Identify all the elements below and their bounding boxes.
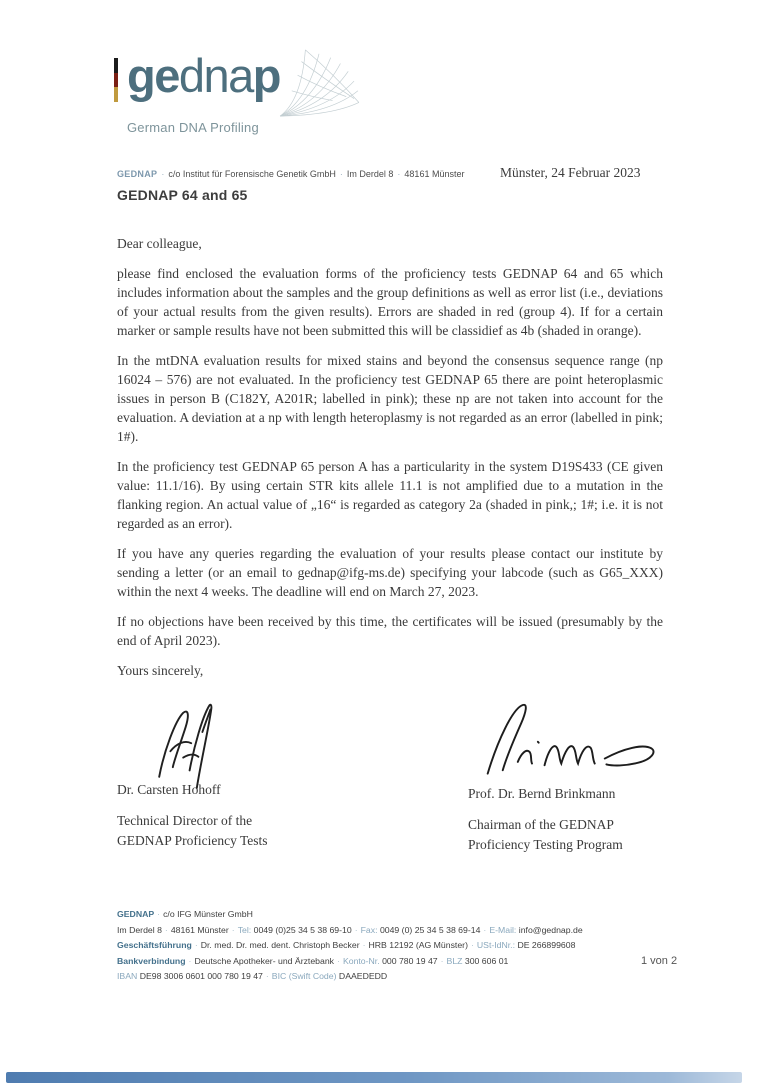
- signature-block-hohoff: [117, 700, 397, 851]
- signature-block-brinkmann: [468, 700, 748, 855]
- logo-subtitle: German DNA Profiling: [127, 120, 259, 135]
- logo-part-dna: dna: [178, 49, 253, 102]
- signer-title-line1: Chairman of the GEDNAP: [468, 817, 614, 832]
- bottom-accent-bar: [6, 1072, 742, 1083]
- paragraph-1: please find enclosed the evaluation forms of the proficiency tests GEDNAP 64 and 65 which includes information about the samples and the group definitions as well as error list (i.e., deviations of your actual results from the given results). Errors are shaded in red (group 4). If for a certain marker or sample results have not been submitted this will be classidief as 4b (shaded in orange).: [117, 266, 663, 338]
- logo-part-ge: ge: [127, 49, 179, 102]
- footer-line-2: Im Derdel 8 · 48161 Münster · Tel: 0049 (0)25 34 5 38 69-10 · Fax: 0049 (0) 25 34 5 38 69-14 · E-Mail: info@gednap.de: [117, 924, 583, 935]
- paragraph-5: If no objections have been received by this time, the certificates will be issued (presumably by the end of April 2023).: [117, 614, 663, 648]
- letter-body: [117, 234, 663, 691]
- date-line: Münster, 24 Februar 2023: [500, 165, 641, 180]
- signer-name: Dr. Carsten Hohoff: [117, 782, 221, 797]
- footer-line-5: IBAN DE98 3006 0601 000 780 19 47 · BIC (Swift Code) DAAEDEDD: [117, 971, 388, 982]
- letter-footer: [117, 907, 677, 985]
- sender-reference-line: GEDNAP · c/o Institut für Forensische Genetik GmbH · Im Derdel 8 · 48161 Münster: [117, 169, 465, 179]
- paragraph-2: In the mtDNA evaluation results for mixed stains and beyond the consensus sequence range (np 16024 – 576) are not evaluated. In the proficiency test GEDNAP 65 there are point heteroplasmic issues in person B (C182Y, A201R; labelled in pink); these np are not taken into account for the evaluation. A deviation at a np with length heteroplasmy is not regarded as an error (labelled in pink; 1#).: [117, 353, 663, 444]
- footer-line-3: Geschäftsführung · Dr. med. Dr. med. dent. Christoph Becker · HRB 12192 (AG Münster) · USt-IdNr.: DE 266899608: [117, 940, 576, 951]
- logo-fan-mesh-icon: [276, 46, 362, 120]
- page-number: 1 von 2: [641, 955, 678, 967]
- gednap-logo: [114, 50, 362, 135]
- signer-title-line2: Proficiency Testing Program: [468, 837, 623, 852]
- brinkmann-signature-icon: [468, 700, 683, 792]
- salutation: Dear colleague,: [117, 236, 202, 251]
- logo-wordmark: [127, 50, 280, 102]
- paragraph-4: If you have any queries regarding the evaluation of your results please contact our institute by sending a letter (or an email to gednap@ifg-ms.de) specifying your labcode (such as G65_XXX) within the next 4 weeks. The deadline will end on March 27, 2023.: [117, 546, 663, 599]
- footer-line-1: GEDNAP · c/o IFG Münster GmbH: [117, 909, 253, 919]
- footer-line-4: Bankverbindung · Deutsche Apotheker- und Ärztebank · Konto-Nr. 000 780 19 47 · BLZ 300 606 01: [117, 955, 509, 966]
- closing-line: Yours sincerely,: [117, 663, 204, 678]
- signer-title-line2: GEDNAP Proficiency Tests: [117, 833, 268, 848]
- signer-name: Prof. Dr. Bernd Brinkmann: [468, 786, 616, 801]
- german-flag-bar-icon: [114, 58, 118, 102]
- sender-brand: GEDNAP: [117, 169, 158, 179]
- logo-part-p: p: [252, 49, 280, 102]
- subject-heading: GEDNAP 64 and 65: [117, 187, 248, 203]
- hohoff-signature-icon: [135, 700, 265, 792]
- signer-title-line1: Technical Director of the: [117, 813, 253, 828]
- paragraph-3: In the proficiency test GEDNAP 65 person A has a particularity in the system D19S433 (CE given value: 11.1/16). By using certain STR kits allele 11.1 is not amplified due to a mutation in the flanking region. An actual value of „16“ is regarded as category 2a (shaded in pink,; 1#; i.e. it is not regarded as an error).: [117, 459, 663, 531]
